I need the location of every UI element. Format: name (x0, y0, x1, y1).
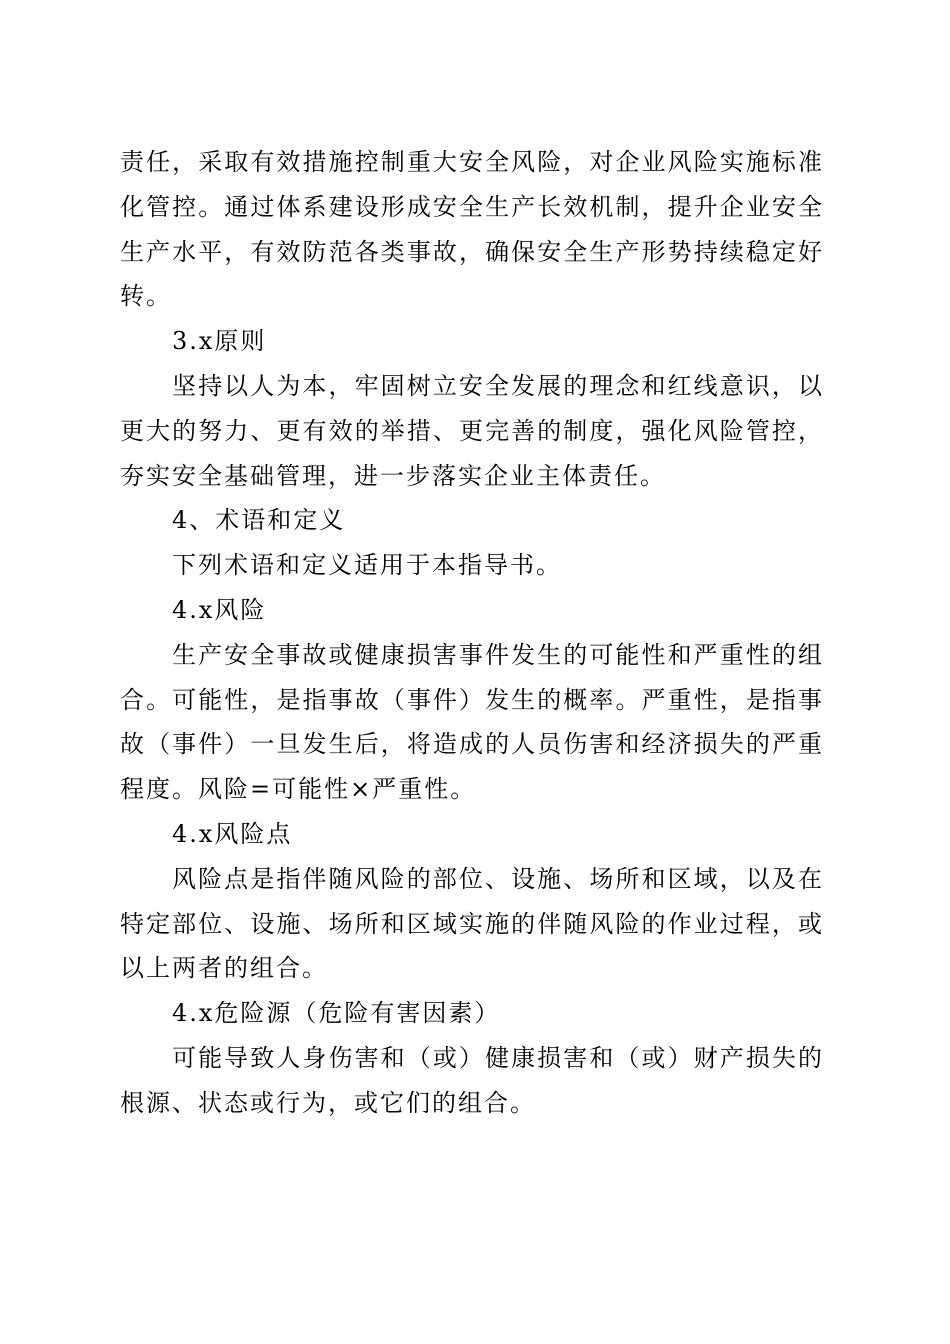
paragraph-line: 程度。风险=可能性×严重性。 (120, 775, 477, 804)
paragraph-line: 坚持以人为本，牢固树立安全发展的理念和红线意识，以 (172, 371, 824, 400)
paragraph-line: 以上两者的组合。 (120, 954, 328, 983)
section-heading-risk: 4.x风险 (172, 595, 267, 624)
paragraph-line: 更大的努力、更有效的举措、更完善的制度，强化风险管控， (120, 416, 824, 445)
paragraph-line: 特定部位、设施、场所和区域实施的伴随风险的作业过程，或 (120, 909, 824, 938)
paragraph-line: 转。 (120, 282, 172, 311)
paragraph-line: 合。可能性，是指事故（事件）发生的概率。严重性，是指事 (120, 685, 824, 714)
section-heading-terms: 4、术语和定义 (172, 506, 346, 535)
paragraph-line: 下列术语和定义适用于本指导书。 (172, 551, 562, 580)
section-heading-hazard-source: 4.x危险源（危险有害因素） (172, 999, 501, 1028)
section-heading-risk-point: 4.x风险点 (172, 819, 293, 848)
paragraph-line: 可能导致人身伤害和（或）健康损害和（或）财产损失的 (172, 1043, 824, 1072)
section-heading-principles: 3.x原则 (172, 327, 267, 356)
paragraph-line: 根源、状态或行为，或它们的组合。 (120, 1088, 536, 1117)
paragraph-line: 生产安全事故或健康损害事件发生的可能性和严重性的组 (172, 640, 824, 669)
paragraph-line: 风险点是指伴随风险的部位、设施、场所和区域，以及在 (172, 864, 824, 893)
paragraph-line: 责任，采取有效措施控制重大安全风险，对企业风险实施标准 (120, 148, 824, 176)
document-body (120, 140, 824, 1126)
paragraph-line: 生产水平，有效防范各类事故，确保安全生产形势持续稳定好 (120, 237, 824, 266)
paragraph-line: 化管控。通过体系建设形成安全生产长效机制，提升企业安全 (120, 192, 824, 221)
paragraph-line: 夯实安全基础管理，进一步落实企业主体责任。 (120, 461, 666, 490)
paragraph-line: 故（事件）一旦发生后，将造成的人员伤害和经济损失的严重 (120, 730, 824, 759)
